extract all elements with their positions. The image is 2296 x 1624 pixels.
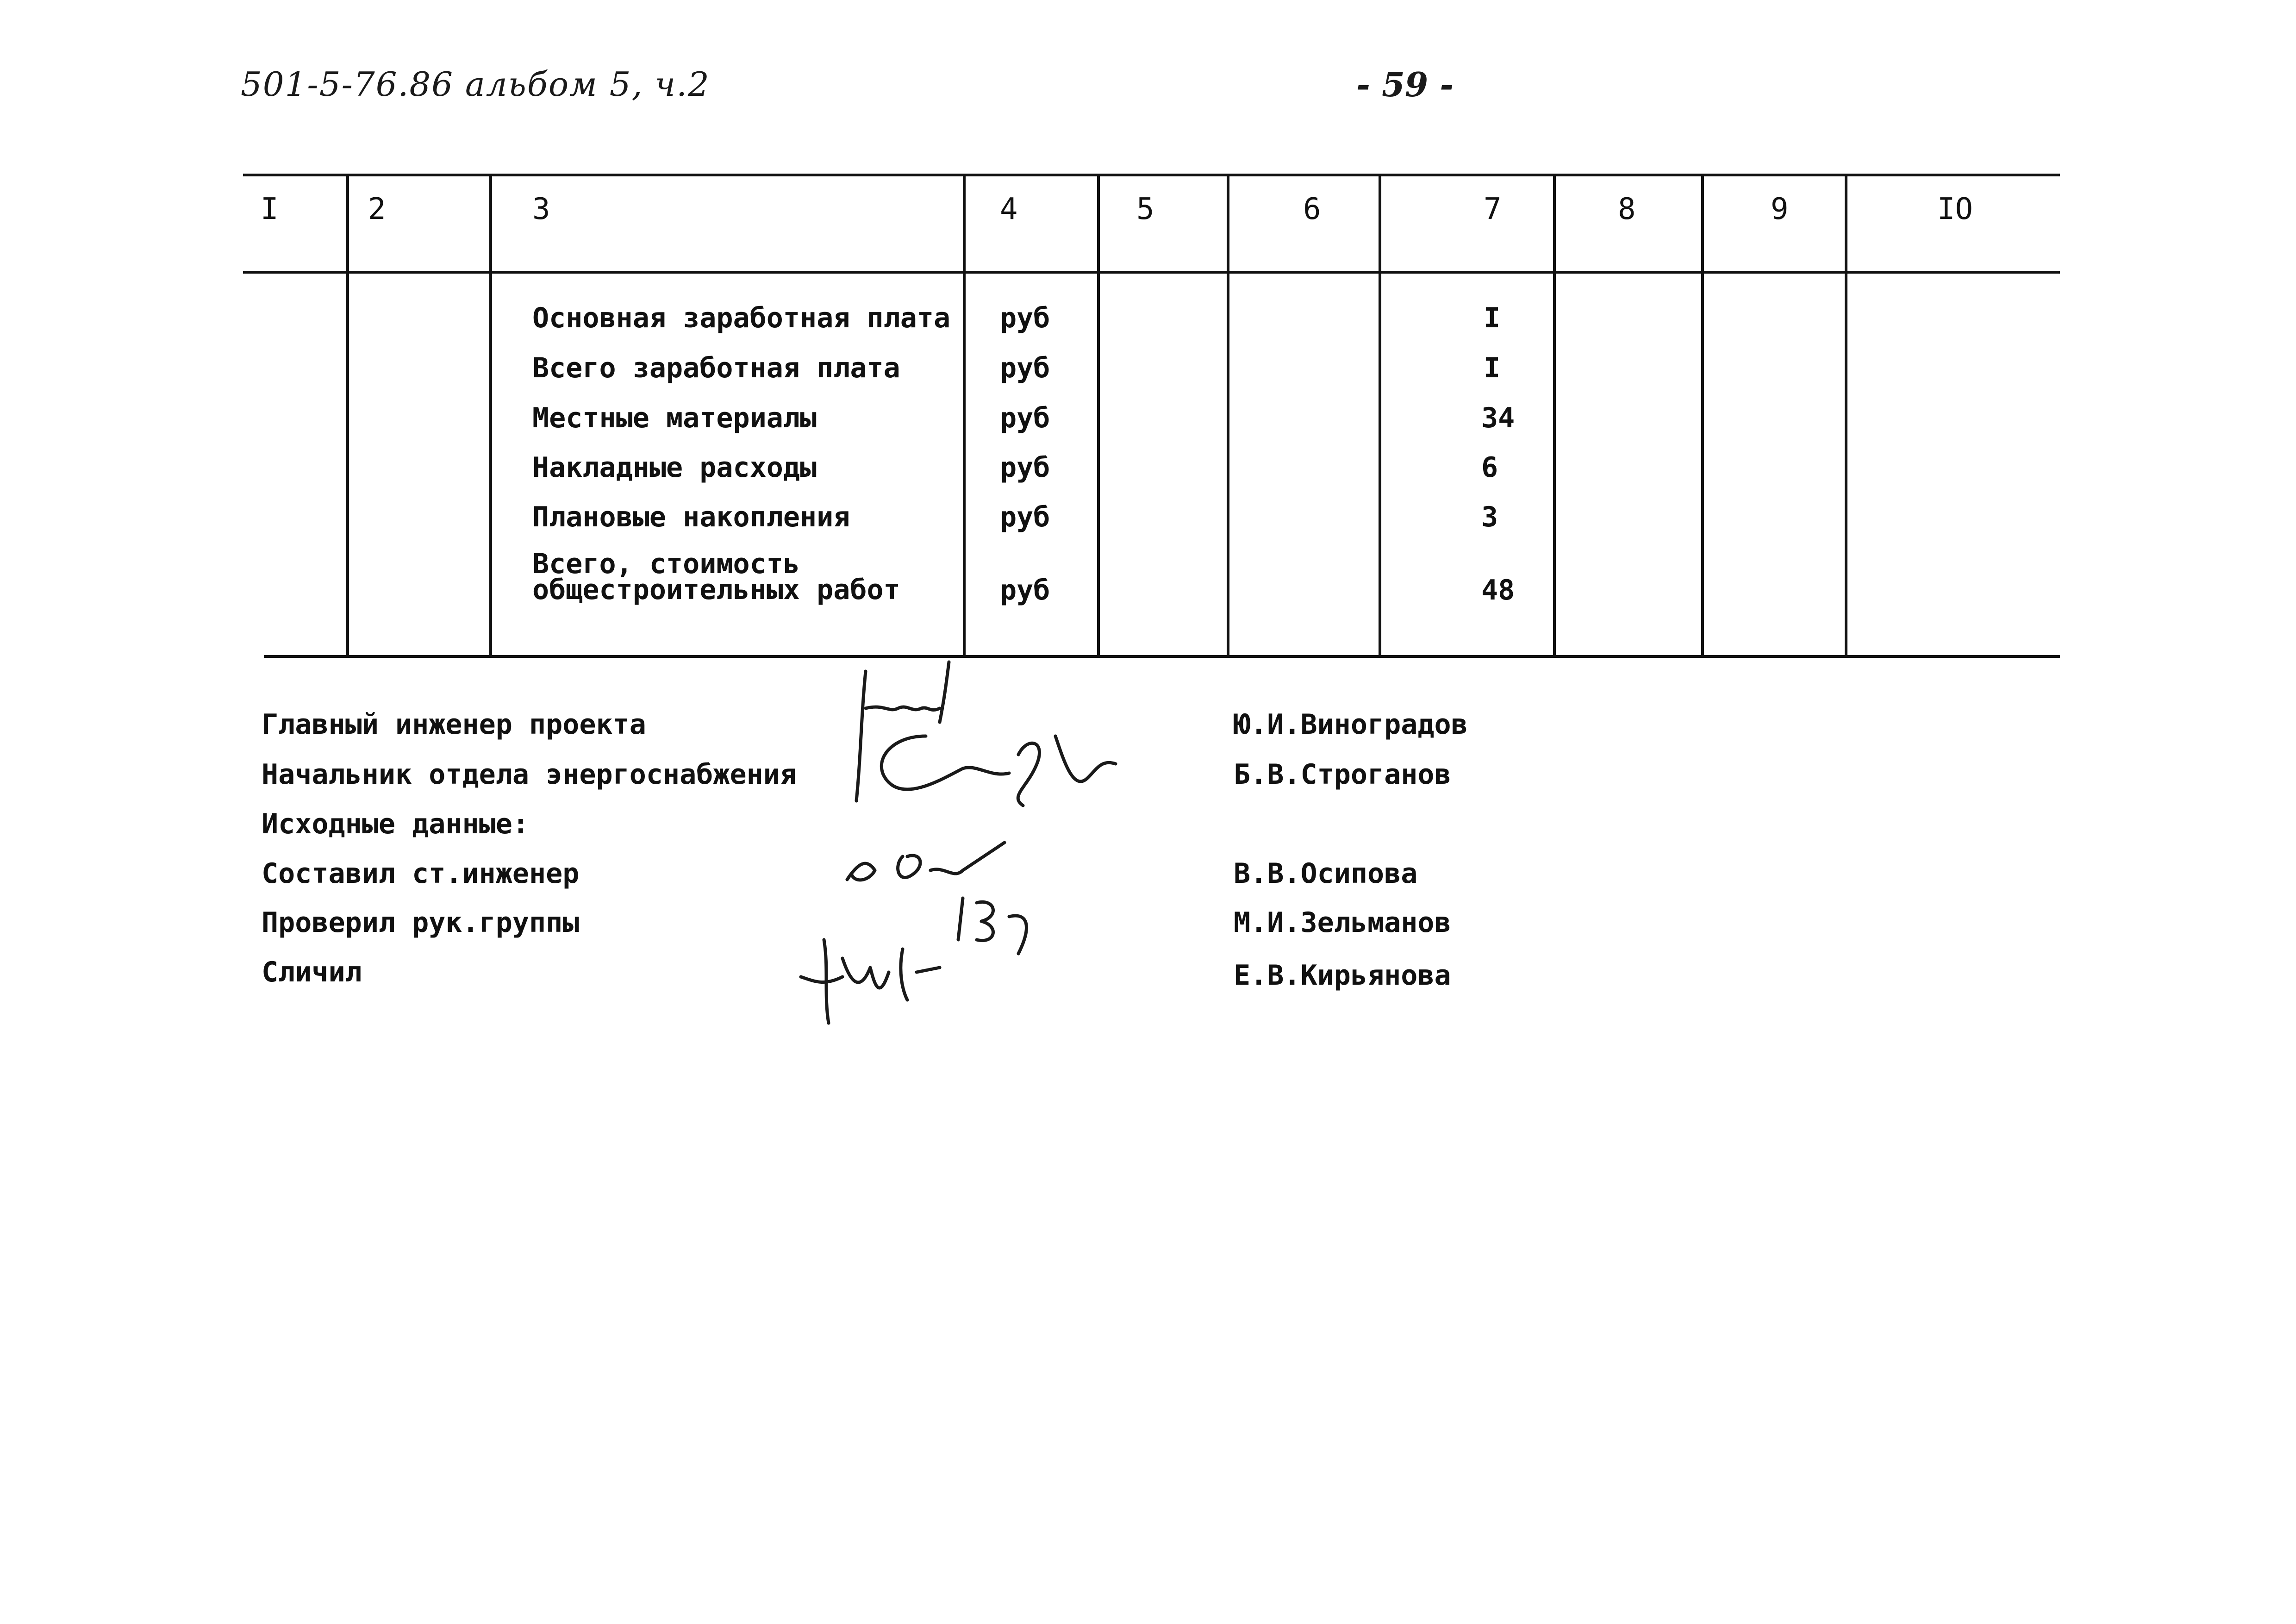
row-name: Всего, стоимость общестроительных работ xyxy=(532,548,900,606)
row-name: Плановые накопления xyxy=(532,501,850,533)
row-value: 48 xyxy=(1481,574,1515,606)
column-header: 2 xyxy=(368,192,386,226)
column-header: 5 xyxy=(1136,192,1154,226)
column-divider xyxy=(1553,175,1556,656)
column-header: 4 xyxy=(1000,192,1018,226)
signature-name: Б.В.Строганов xyxy=(1234,758,1451,791)
column-header: 3 xyxy=(532,192,550,226)
signature-name: В.В.Осипова xyxy=(1234,857,1418,890)
row-unit: руб xyxy=(1000,402,1050,434)
row-name: Основная заработная плата xyxy=(532,302,951,334)
document-code: 501-5-76.86 альбом 5, ч.2 xyxy=(241,65,710,104)
column-header: I xyxy=(261,192,279,226)
row-name: Всего заработная плата xyxy=(532,352,900,384)
signature-name: Ю.И.Виноградов xyxy=(1234,708,1468,741)
signature-name: М.И.Зельманов xyxy=(1234,906,1451,939)
row-name: Накладные расходы xyxy=(532,451,817,484)
table-top-rule xyxy=(243,174,2060,176)
signature-role: Составил ст.инженер xyxy=(262,857,580,890)
signature-role: Начальник отдела энергоснабжения xyxy=(262,758,797,791)
row-value: 34 xyxy=(1481,402,1515,434)
row-unit: руб xyxy=(1000,501,1050,533)
signature-name: Е.В.Кирьянова xyxy=(1234,959,1451,992)
row-unit: руб xyxy=(1000,451,1050,484)
page-number: - 59 - xyxy=(1356,65,1454,104)
signature-role: Сличил xyxy=(262,956,362,988)
column-header: 9 xyxy=(1771,192,1789,226)
signature-role: Проверил рук.группы xyxy=(262,906,580,939)
column-divider xyxy=(963,175,966,656)
row-value: 6 xyxy=(1481,451,1498,484)
column-header: 6 xyxy=(1303,192,1321,226)
column-divider xyxy=(1097,175,1100,656)
signature-role: Исходные данные: xyxy=(262,808,529,840)
handwritten-signature xyxy=(870,727,1120,819)
row-unit: руб xyxy=(1000,302,1050,334)
handwritten-signature xyxy=(838,838,1014,893)
column-divider xyxy=(1701,175,1704,656)
row-unit: руб xyxy=(1000,574,1050,606)
column-divider xyxy=(346,175,349,656)
row-value: I xyxy=(1484,352,1501,384)
column-header: IO xyxy=(1937,192,1973,226)
row-name: Местные материалы xyxy=(532,402,817,434)
column-header: 7 xyxy=(1484,192,1502,226)
row-value: 3 xyxy=(1481,501,1498,533)
row-value: I xyxy=(1484,302,1501,334)
column-divider xyxy=(1845,175,1847,656)
row-unit: руб xyxy=(1000,352,1050,384)
column-header: 8 xyxy=(1618,192,1636,226)
column-divider xyxy=(1379,175,1381,656)
table-bottom-rule xyxy=(264,655,2060,658)
handwritten-signature xyxy=(796,931,944,1028)
handwritten-signature xyxy=(949,889,1042,963)
table-header-rule xyxy=(243,271,2060,274)
signature-role: Главный инженер проекта xyxy=(262,708,646,741)
column-divider xyxy=(489,175,492,656)
column-divider xyxy=(1227,175,1229,656)
